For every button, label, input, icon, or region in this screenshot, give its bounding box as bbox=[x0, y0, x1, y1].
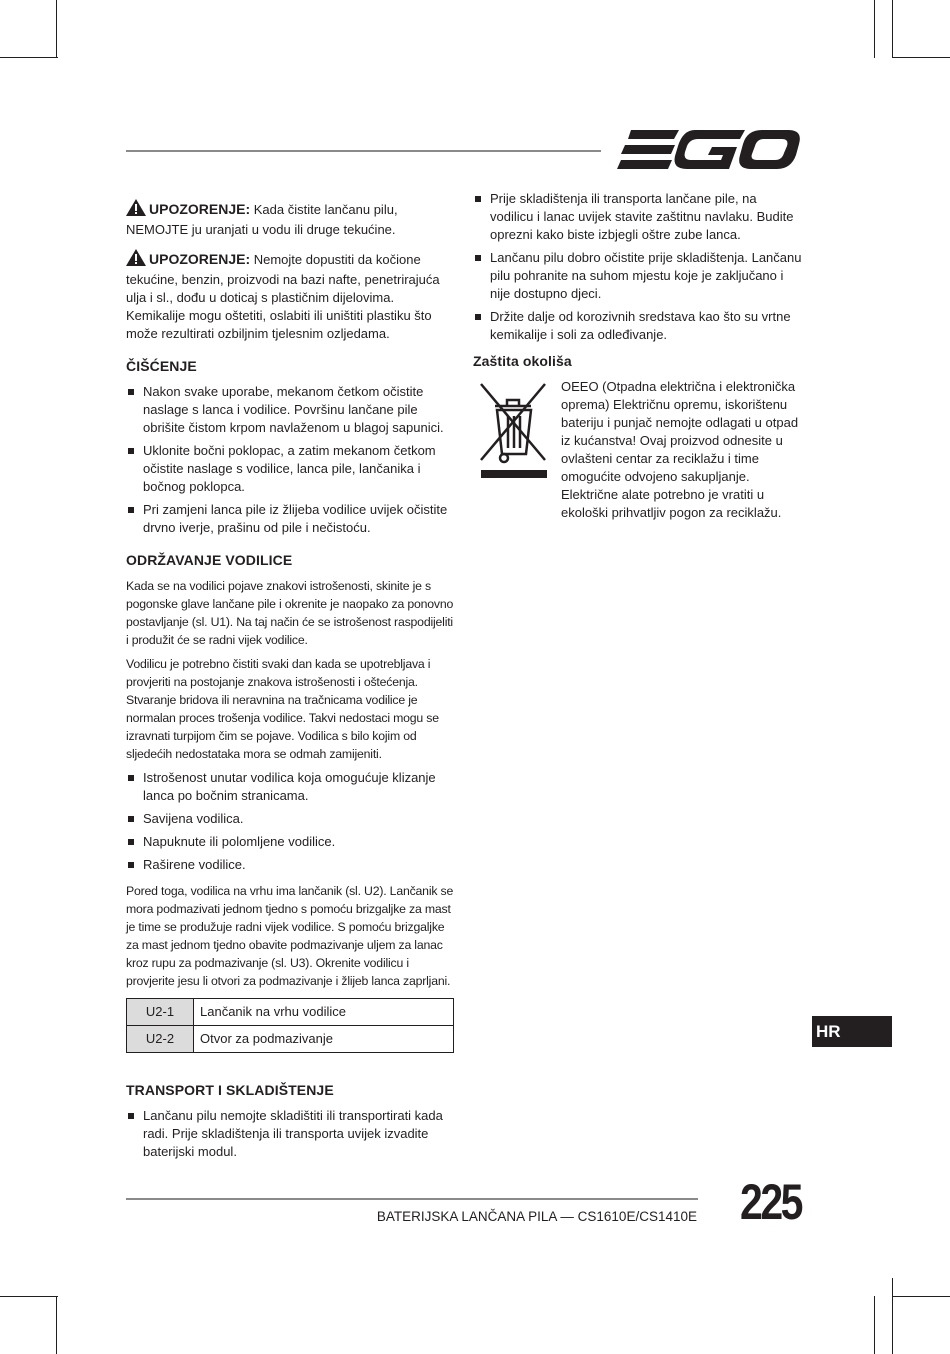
header-rule bbox=[126, 150, 601, 152]
footer-product-title: BATERIJSKA LANČANA PILA — CS1610E/CS1410E bbox=[376, 1209, 697, 1224]
list-item: Raširene vodilice. bbox=[126, 856, 454, 874]
guide-bar-heading: ODRŽAVANJE VODILICE bbox=[126, 552, 293, 568]
crop-mark bbox=[874, 0, 875, 58]
crop-mark bbox=[892, 1278, 893, 1354]
footer-rule bbox=[126, 1198, 698, 1200]
guide-bar-paragraph: Vodilicu je potrebno čistiti svaki dan kada se upotrebljava i provjeriti na postojanje znakova istrošenosti i oštećenja. Stvaranje bridova ili neravnina na tračnicama vodilice je normalan proces trošenja vodilice. Takvi nedostaci mogu se izravnati turpijom čim se pojave. Vodilica s bilo kojim od sljedećih nedostataka mora se odmah zamijeniti. bbox=[126, 657, 439, 761]
guide-bar-paragraph: Pored toga, vodilica na vrhu ima lančanik (sl. U2). Lančanik se mora podmazivati jednom tjedno s pomoću brizgaljke za mast je time se produžuje radni vijek vodilice. S pomoću brizgaljke za mast jednom tjedno obavite podmazivanje uljem za lanac kroz rupu za podmazivanje (sl. U3). Okrenite vodilicu i provjerite jesu li otvori za podmazivanje i žlijeb lanca zaprljani. bbox=[126, 884, 454, 988]
list-item: Istrošenost unutar vodilica koja omogućuje klizanje lanca po bočnim stranicama. bbox=[126, 769, 454, 805]
list-item: Napuknute ili polomljene vodilice. bbox=[126, 833, 454, 851]
crop-mark bbox=[56, 1296, 57, 1354]
cleaning-list bbox=[126, 383, 454, 537]
reference-table bbox=[126, 998, 454, 1053]
warning-paragraph bbox=[126, 199, 454, 239]
warning-triangle-icon bbox=[126, 249, 146, 271]
crop-mark bbox=[892, 1296, 950, 1297]
crossed-out-wheelie-bin-icon bbox=[479, 380, 549, 478]
warning-paragraph bbox=[126, 249, 454, 343]
table-cell-description: Otvor za podmazivanje bbox=[194, 1026, 454, 1053]
crop-mark bbox=[892, 57, 950, 58]
guide-bar-defects-list bbox=[126, 769, 454, 874]
crop-mark bbox=[892, 0, 893, 58]
table-row bbox=[127, 999, 454, 1026]
environment-heading: Zaštita okoliša bbox=[473, 353, 572, 369]
crop-mark bbox=[0, 57, 58, 58]
guide-bar-paragraph: Kada se na vodilici pojave znakovi istrošenosti, skinite je s pogonske glave lančane pile i okrenite je naopako za ponovno postavljanje (sl. U1). Na taj način će se istrošenost raspodijeliti i produžit će se radni vijek vodilice. bbox=[126, 579, 454, 647]
warning-text: Nemojte dopustiti da kočione tekućine, benzin, proizvodi na bazi nafte, penetrirajuća ulja i sl., dođu u doticaj s plastičnim dijelovima. Kemikalije mogu oštetiti, oslabiti ili uništiti plastiku što može rezultirati ozbiljnim tjelesnim ozljedama. bbox=[126, 252, 440, 341]
crop-mark bbox=[874, 1296, 875, 1354]
list-item: Držite dalje od korozivnih sredstava kao što su vrtne kemikalije i soli za odleđivanje. bbox=[473, 308, 803, 344]
table-cell-code: U2-1 bbox=[127, 999, 194, 1026]
language-tab: HR bbox=[812, 1016, 892, 1047]
warning-label: UPOZORENJE: bbox=[149, 201, 251, 217]
list-item: Prije skladištenja ili transporta lančane pile, na vodilicu i lanac uvijek stavite zaštitnu navlaku. Budite oprezni kako biste izbjegli oštre zube lanca. bbox=[473, 190, 803, 244]
table-cell-code: U2-2 bbox=[127, 1026, 194, 1053]
list-item: Nakon svake uporabe, mekanom četkom očistite naslage s lanca i vodilice. Površinu lančane pile obrišite čistom krpom navlaženom u blagoj sapunici. bbox=[126, 383, 454, 437]
warning-text: Kada čistite lančanu pilu, NEMOJTE ju uranjati u vodu ili druge tekućine. bbox=[126, 202, 398, 237]
list-item: Savijena vodilica. bbox=[126, 810, 454, 828]
ego-logo bbox=[617, 130, 800, 172]
left-column bbox=[126, 199, 454, 1169]
right-column bbox=[473, 190, 803, 522]
page-number: 225 bbox=[740, 1174, 802, 1230]
transport-list-continued bbox=[473, 190, 803, 344]
crop-mark bbox=[0, 1296, 58, 1297]
environment-text: OEEO (Otpadna električna i elektronička oprema) Električnu opremu, iskorištenu bateriju i punjač nemojte odlagati u otpad iz kućanstva! Ovaj proizvod odnesite u ovlašteni centar za reciklažu i time omogućite odvojeno sakupljanje. Električne alate potrebno je vratiti u ekološki prihvatljiv pogon za reciklažu. bbox=[561, 379, 799, 520]
table-cell-description: Lančanik na vrhu vodilice bbox=[194, 999, 454, 1026]
table-row bbox=[127, 1026, 454, 1053]
list-item: Uklonite bočni poklopac, a zatim mekanom četkom očistite naslage s vodilice, lanca pile, lančanika i bočnog poklopca. bbox=[126, 442, 454, 496]
list-item: Lančanu pilu nemojte skladištiti ili transportirati kada radi. Prije skladištenja ili transporta uvijek izvadite baterijski modul. bbox=[126, 1107, 454, 1161]
crop-mark bbox=[56, 0, 57, 58]
list-item: Lančanu pilu dobro očistite prije skladištenja. Lančanu pilu pohranite na suhom mjestu koje je zaključano i nije dostupno djeci. bbox=[473, 249, 803, 303]
environment-block bbox=[473, 378, 803, 522]
cleaning-heading: ČIŠĆENJE bbox=[126, 358, 197, 374]
transport-list bbox=[126, 1107, 454, 1161]
transport-heading: TRANSPORT I SKLADIŠTENJE bbox=[126, 1082, 334, 1098]
warning-triangle-icon bbox=[126, 199, 146, 221]
list-item: Pri zamjeni lanca pile iz žlijeba vodilice uvijek očistite drvno iverje, prašinu od pile i nečistoću. bbox=[126, 501, 454, 537]
warning-label: UPOZORENJE: bbox=[149, 251, 251, 267]
